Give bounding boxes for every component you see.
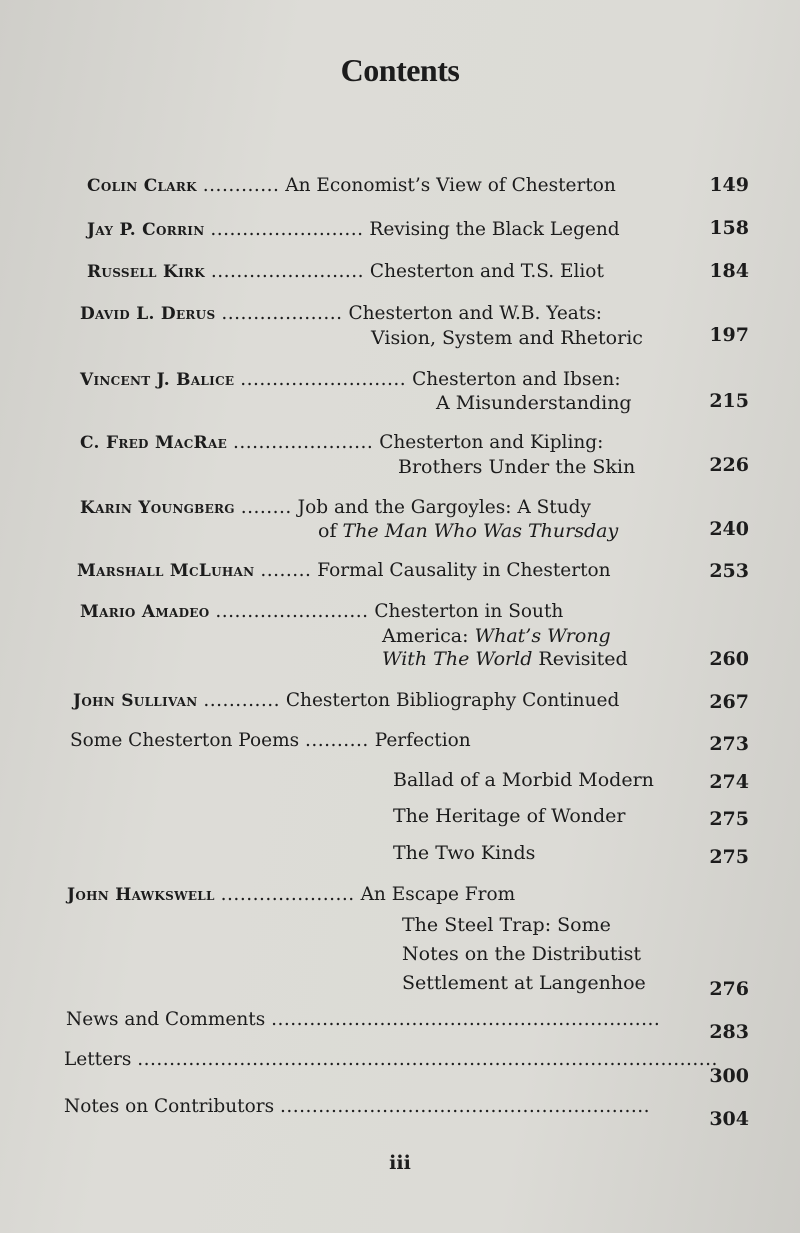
toc-author: Colin Clark [87, 176, 197, 196]
toc-author: David L. Derus [80, 304, 216, 324]
toc-title-text: America: [382, 625, 475, 647]
toc-title-continued: A Misunderstanding [436, 392, 632, 414]
toc-page-number: 158 [709, 217, 749, 239]
toc-leader: ............ [202, 175, 280, 196]
toc-title: An Economist’s View of Chesterton [285, 175, 616, 196]
toc-italic-title: With The World [382, 648, 533, 670]
toc-entry [80, 431, 603, 455]
toc-title-continued [318, 519, 618, 543]
toc-title-continued: Vision, System and Rhetoric [371, 327, 643, 349]
toc-author: John Hawkswell [67, 885, 215, 905]
toc-page-number: 260 [709, 648, 749, 670]
toc-entry [64, 1048, 718, 1072]
toc-leader: ........................ [210, 219, 364, 240]
toc-entry [87, 260, 604, 284]
toc-leader: ........................ [210, 261, 365, 282]
toc-page-number: 215 [709, 390, 749, 412]
toc-page-number: 275 [709, 808, 749, 830]
toc-title: Job and the Gargoyles: A Study [297, 497, 591, 518]
toc-entry [66, 1008, 660, 1032]
toc-title: Ballad of a Morbid Modern [393, 769, 654, 791]
toc-entry [67, 883, 515, 907]
toc-page-number: 197 [709, 324, 749, 346]
toc-page-number: 274 [709, 771, 749, 793]
toc-section-label: Notes on Contributors [64, 1096, 275, 1117]
toc-entry [77, 559, 611, 583]
toc-entry [73, 689, 619, 713]
toc-page-number: 275 [709, 846, 749, 868]
toc-title: Chesterton and W.B. Yeats: [348, 303, 602, 324]
toc-leader: ..................... [220, 884, 355, 905]
toc-title: The Heritage of Wonder [393, 805, 626, 827]
toc-entry [70, 729, 471, 753]
toc-title-continued: Brothers Under the Skin [398, 456, 636, 478]
toc-entry [87, 174, 616, 198]
toc-leader: .......................... [240, 369, 407, 390]
toc-page-number: 276 [709, 978, 749, 1000]
toc-leader: ...................... [232, 432, 374, 453]
toc-page-number: 240 [709, 518, 749, 540]
page-folio: iii [389, 1152, 411, 1174]
toc-author: John Sullivan [73, 691, 198, 711]
toc-title: Revising the Black Legend [369, 219, 620, 240]
toc-title: Chesterton in South [374, 601, 564, 622]
toc-author: Jay P. Corrin [87, 220, 205, 240]
toc-leader: ........ [260, 560, 312, 581]
toc-title: Chesterton Bibliography Continued [285, 690, 620, 711]
toc-title: Chesterton and Kipling: [379, 432, 604, 453]
toc-title: The Two Kinds [393, 842, 536, 864]
toc-entry [87, 218, 620, 242]
toc-page-number: 149 [709, 174, 749, 196]
toc-title: An Escape From [360, 884, 516, 905]
toc-leader: ............................................................. [271, 1009, 661, 1030]
toc-title: Formal Causality in Chesterton [317, 560, 611, 581]
toc-entry [80, 496, 591, 520]
toc-entry [80, 302, 602, 326]
toc-title-text: of [318, 520, 343, 542]
toc-italic-title: What’s Wrong [474, 625, 611, 647]
toc-author: Marshall McLuhan [77, 561, 255, 581]
toc-title-continued [382, 624, 611, 648]
toc-page-number: 304 [709, 1108, 749, 1130]
toc-title-continued: Notes on the Distributist [402, 943, 641, 965]
toc-section-label: Some Chesterton Poems [70, 730, 300, 751]
toc-author: Mario Amadeo [80, 602, 210, 622]
toc-section-label: Letters [64, 1049, 132, 1070]
toc-leader: ........................ [215, 601, 369, 622]
toc-page-number: 273 [709, 733, 749, 755]
toc-author: C. Fred MacRae [80, 433, 228, 453]
toc-section-label: News and Comments [66, 1009, 266, 1030]
toc-page-number: 300 [709, 1065, 749, 1087]
toc-title: Chesterton and Ibsen: [412, 369, 621, 390]
toc-author: Russell Kirk [87, 262, 205, 282]
toc-title-continued: The Steel Trap: Some [402, 914, 611, 936]
toc-title-continued [382, 647, 628, 671]
toc-title: Perfection [374, 730, 471, 751]
toc-entry [80, 600, 563, 624]
toc-page-number: 184 [709, 260, 749, 282]
toc-title-text: Revisited [532, 648, 628, 670]
toc-author: Vincent J. Balice [80, 370, 235, 390]
toc-page-number: 226 [709, 454, 749, 476]
toc-page-number: 253 [709, 560, 749, 582]
toc-page-number: 283 [709, 1021, 749, 1043]
toc-entry [64, 1095, 650, 1119]
toc-leader: ............ [203, 690, 280, 711]
toc-page-number: 267 [709, 691, 749, 713]
toc-author: Karin Youngberg [80, 498, 235, 518]
toc-title: Chesterton and T.S. Eliot [369, 261, 604, 282]
contents-title: Contents [340, 52, 460, 88]
toc-entry [80, 368, 621, 392]
toc-italic-title: The Man Who Was Thursday [342, 520, 619, 542]
toc-leader: .......... [305, 730, 369, 751]
toc-title-continued: Settlement at Langenhoe [402, 972, 646, 994]
toc-leader: .......................................................... [279, 1096, 651, 1117]
toc-leader: ........................................................................................... [137, 1049, 718, 1070]
toc-leader: ................... [221, 303, 343, 324]
toc-leader: ........ [240, 497, 292, 518]
